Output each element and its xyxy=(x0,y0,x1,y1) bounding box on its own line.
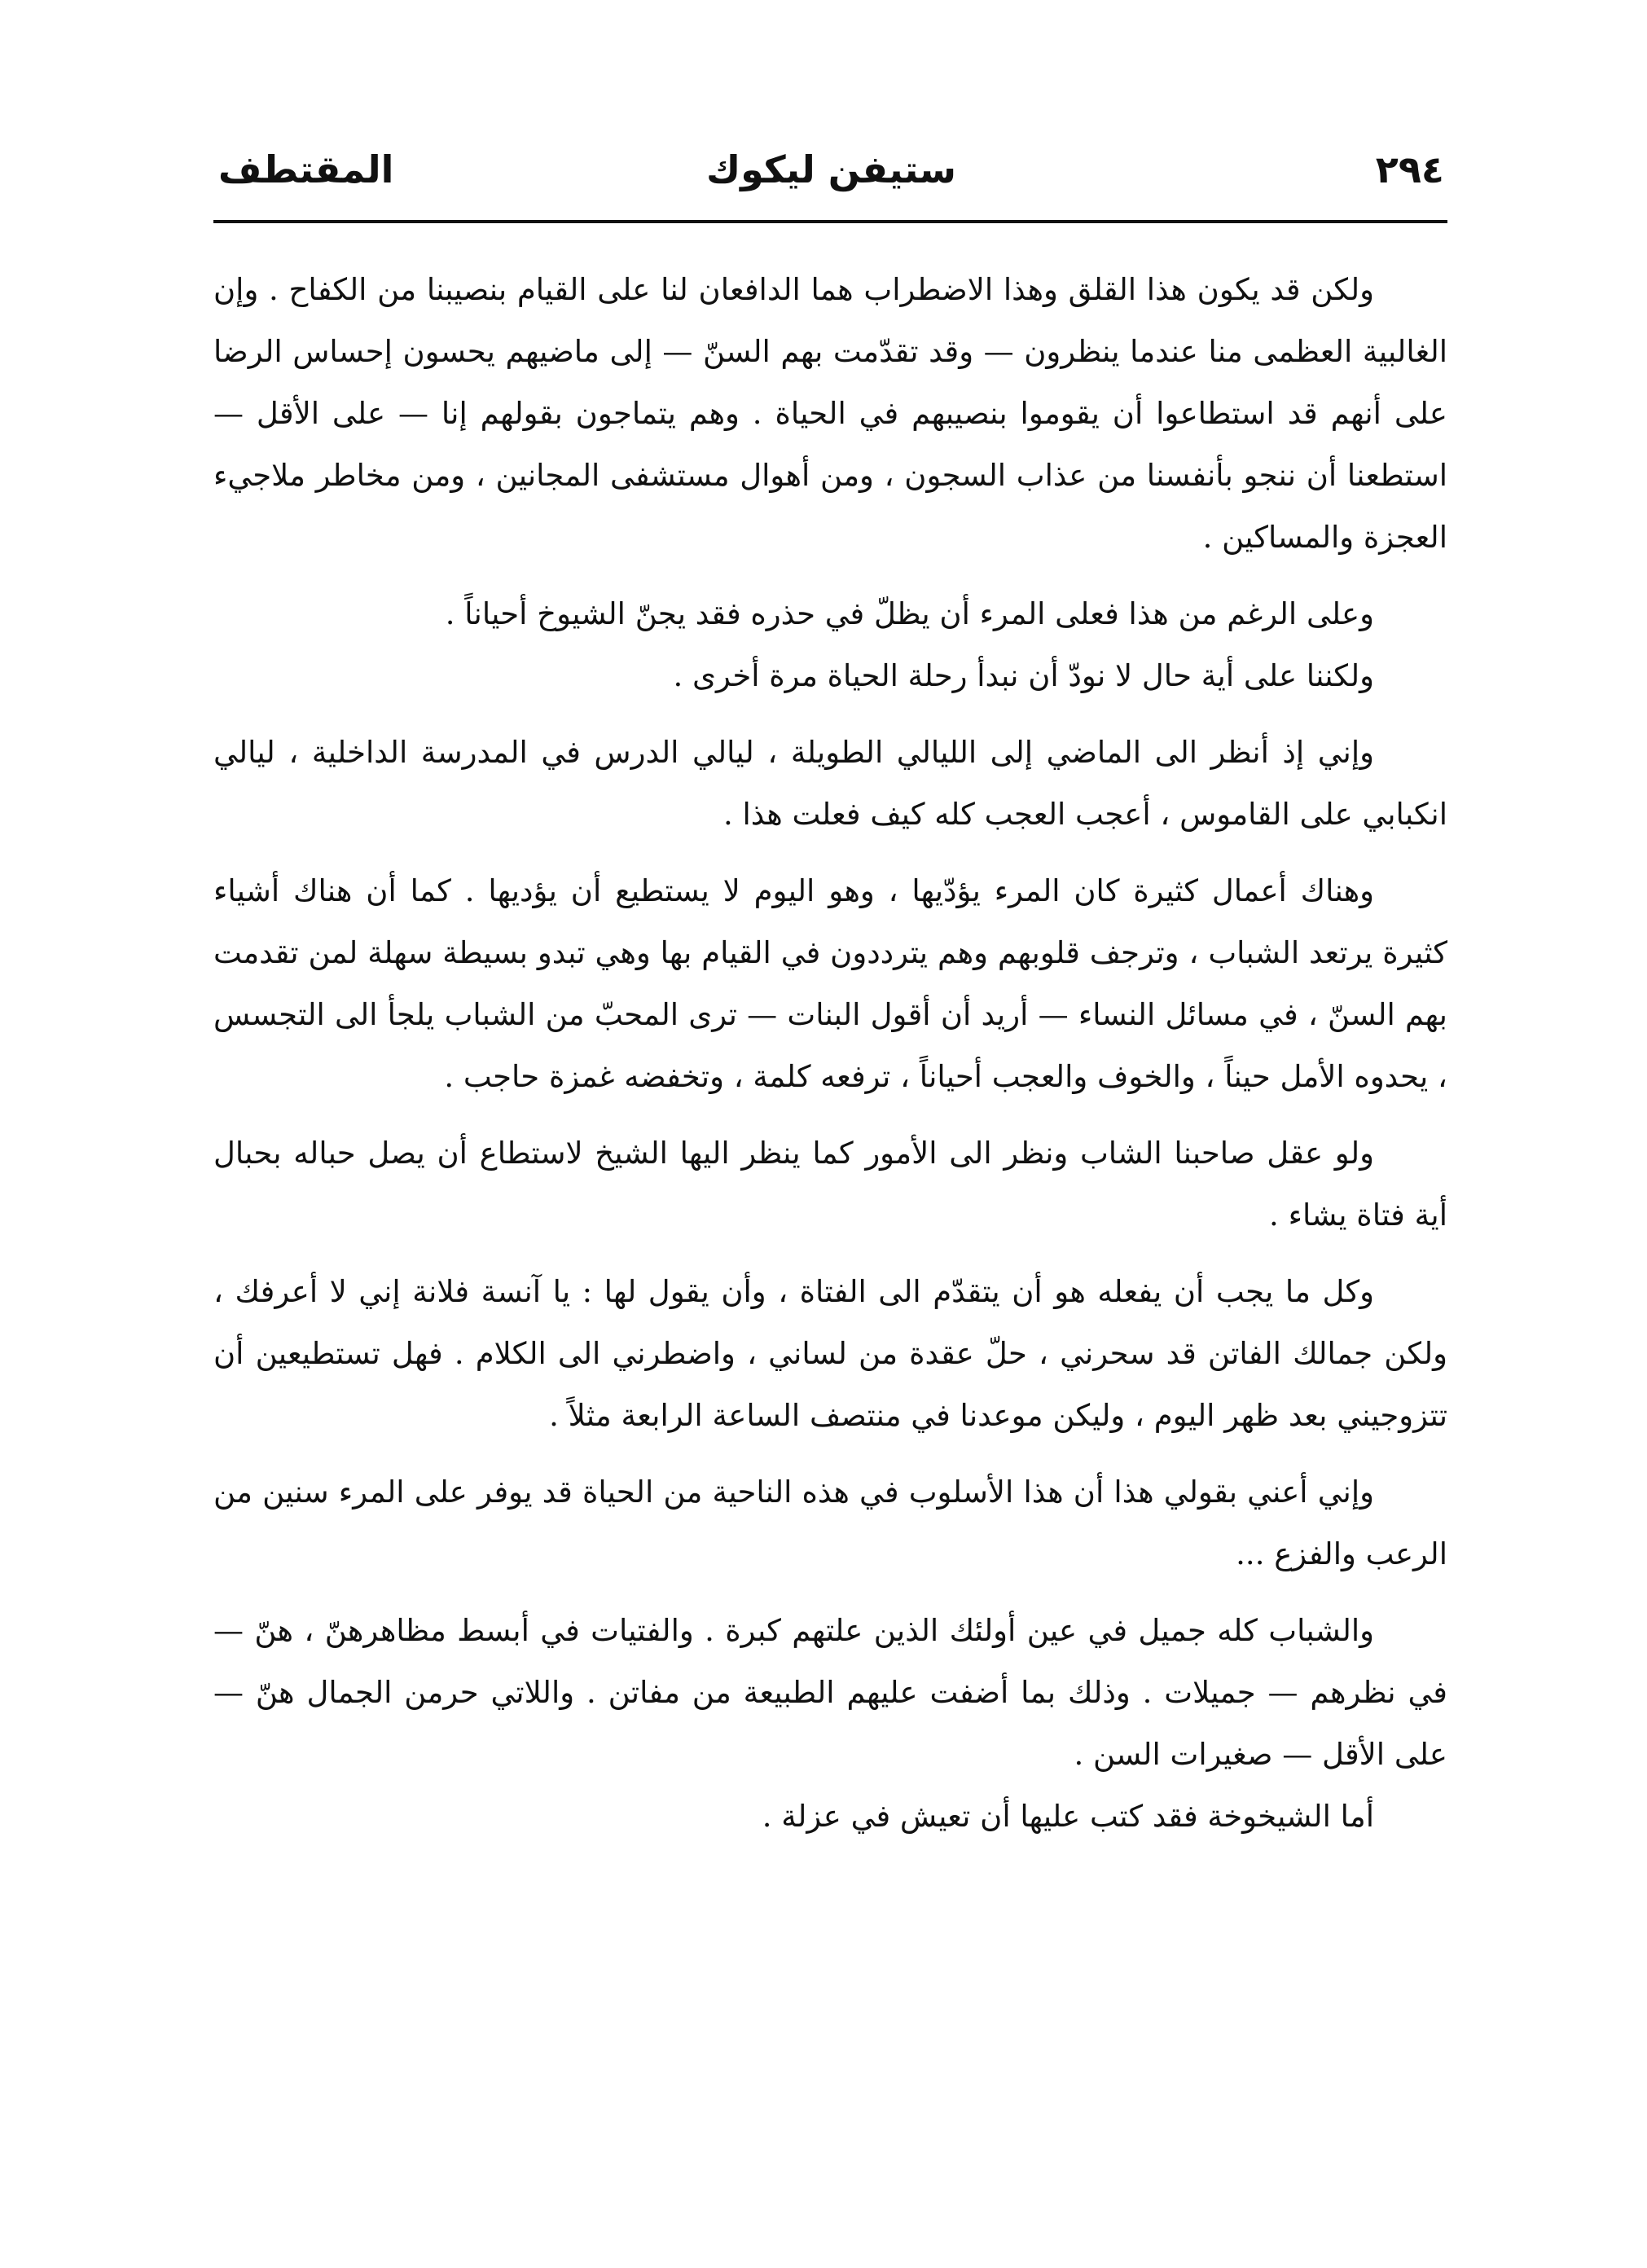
paragraph: ولكننا على أية حال لا نودّ أن نبدأ رحلة الحياة مرة أخرى . xyxy=(673,658,1374,693)
paragraph: وإني أعني بقولي هذا أن هذا الأسلوب في هذه الناحية من الحياة قد يوفر على المرء سنين من الرعب والفزع ... xyxy=(213,1475,1447,1571)
page-header xyxy=(218,137,1444,202)
paragraph: أما الشيخوخة فقد كتب عليها أن تعيش في عزلة . xyxy=(762,1799,1374,1834)
running-title: ستيفن ليكوك xyxy=(705,147,957,191)
page-number: ٢٩٤ xyxy=(1375,147,1444,191)
article-body xyxy=(213,259,1447,1862)
paragraph: وإني إذ أنظر الى الماضي إلى الليالي الطويلة ، ليالي الدرس في المدرسة الداخلية ، ليالي انكبابي على القاموس ، أعجب العجب كله كيف فعلت هذا . xyxy=(213,735,1447,832)
paragraph: وكل ما يجب أن يفعله هو أن يتقدّم الى الفتاة ، وأن يقول لها : يا آنسة فلانة إني لا أعرفك ، ولكن جمالك الفاتن قد سحرني ، حلّ عقدة من لساني ، واضطرني الى الكلام . فهل تستطيعين أن تتزوجيني بعد ظهر اليوم ، وليكن موعدنا في منتصف الساعة الرابعة مثلاً . xyxy=(213,1274,1447,1433)
paragraph: والشباب كله جميل في عين أولئك الذين علتهم كبرة . والفتيات في أبسط مظاهرهنّ ، هنّ — في نظرهم — جميلات . وذلك بما أضفت عليهم الطبيعة من مفاتن . واللاتي حرمن الجمال هنّ — على الأقل — صغيرات السن . xyxy=(213,1613,1447,1772)
header-rule xyxy=(213,220,1447,223)
journal-name: المقتطف xyxy=(218,147,394,191)
paragraph: ولو عقل صاحبنا الشاب ونظر الى الأمور كما ينظر اليها الشيخ لاستطاع أن يصل حباله بحبال أية فتاة يشاء . xyxy=(213,1136,1447,1233)
paragraph: وهناك أعمال كثيرة كان المرء يؤدّيها ، وهو اليوم لا يستطيع أن يؤديها . كما أن هناك أشياء كثيرة يرتعد الشباب ، وترجف قلوبهم وهم يترددون في القيام بها وهي تبدو بسيطة سهلة لمن تقدمت بهم السنّ ، في مسائل النساء — أريد أن أقول البنات — ترى المحبّ من الشباب يلجأ الى التجسس ، يحدوه الأمل حيناً ، والخوف والعجب أحياناً ، ترفعه كلمة ، وتخفضه غمزة حاجب . xyxy=(213,873,1447,1094)
paragraph: وعلى الرغم من هذا فعلى المرء أن يظلّ في حذره فقد يجنّ الشيوخ أحياناً . xyxy=(445,596,1374,631)
paragraph: ولكن قد يكون هذا القلق وهذا الاضطراب هما الدافعان لنا على القيام بنصيبنا من الكفاح . وإن الغالبية العظمى منا عندما ينظرون — وقد تقدّمت بهم السنّ — إلى ماضيهم يحسون إحساس الرضا على أنهم قد استطاعوا أن يقوموا بنصيبهم في الحياة . وهم يتماجون بقولهم إنا — على الأقل — استطعنا أن ننجو بأنفسنا من عذاب السجون ، ومن أهوال مستشفى المجانين ، ومن مخاطر ملاجيء العجزة والمساكين . xyxy=(213,272,1447,555)
